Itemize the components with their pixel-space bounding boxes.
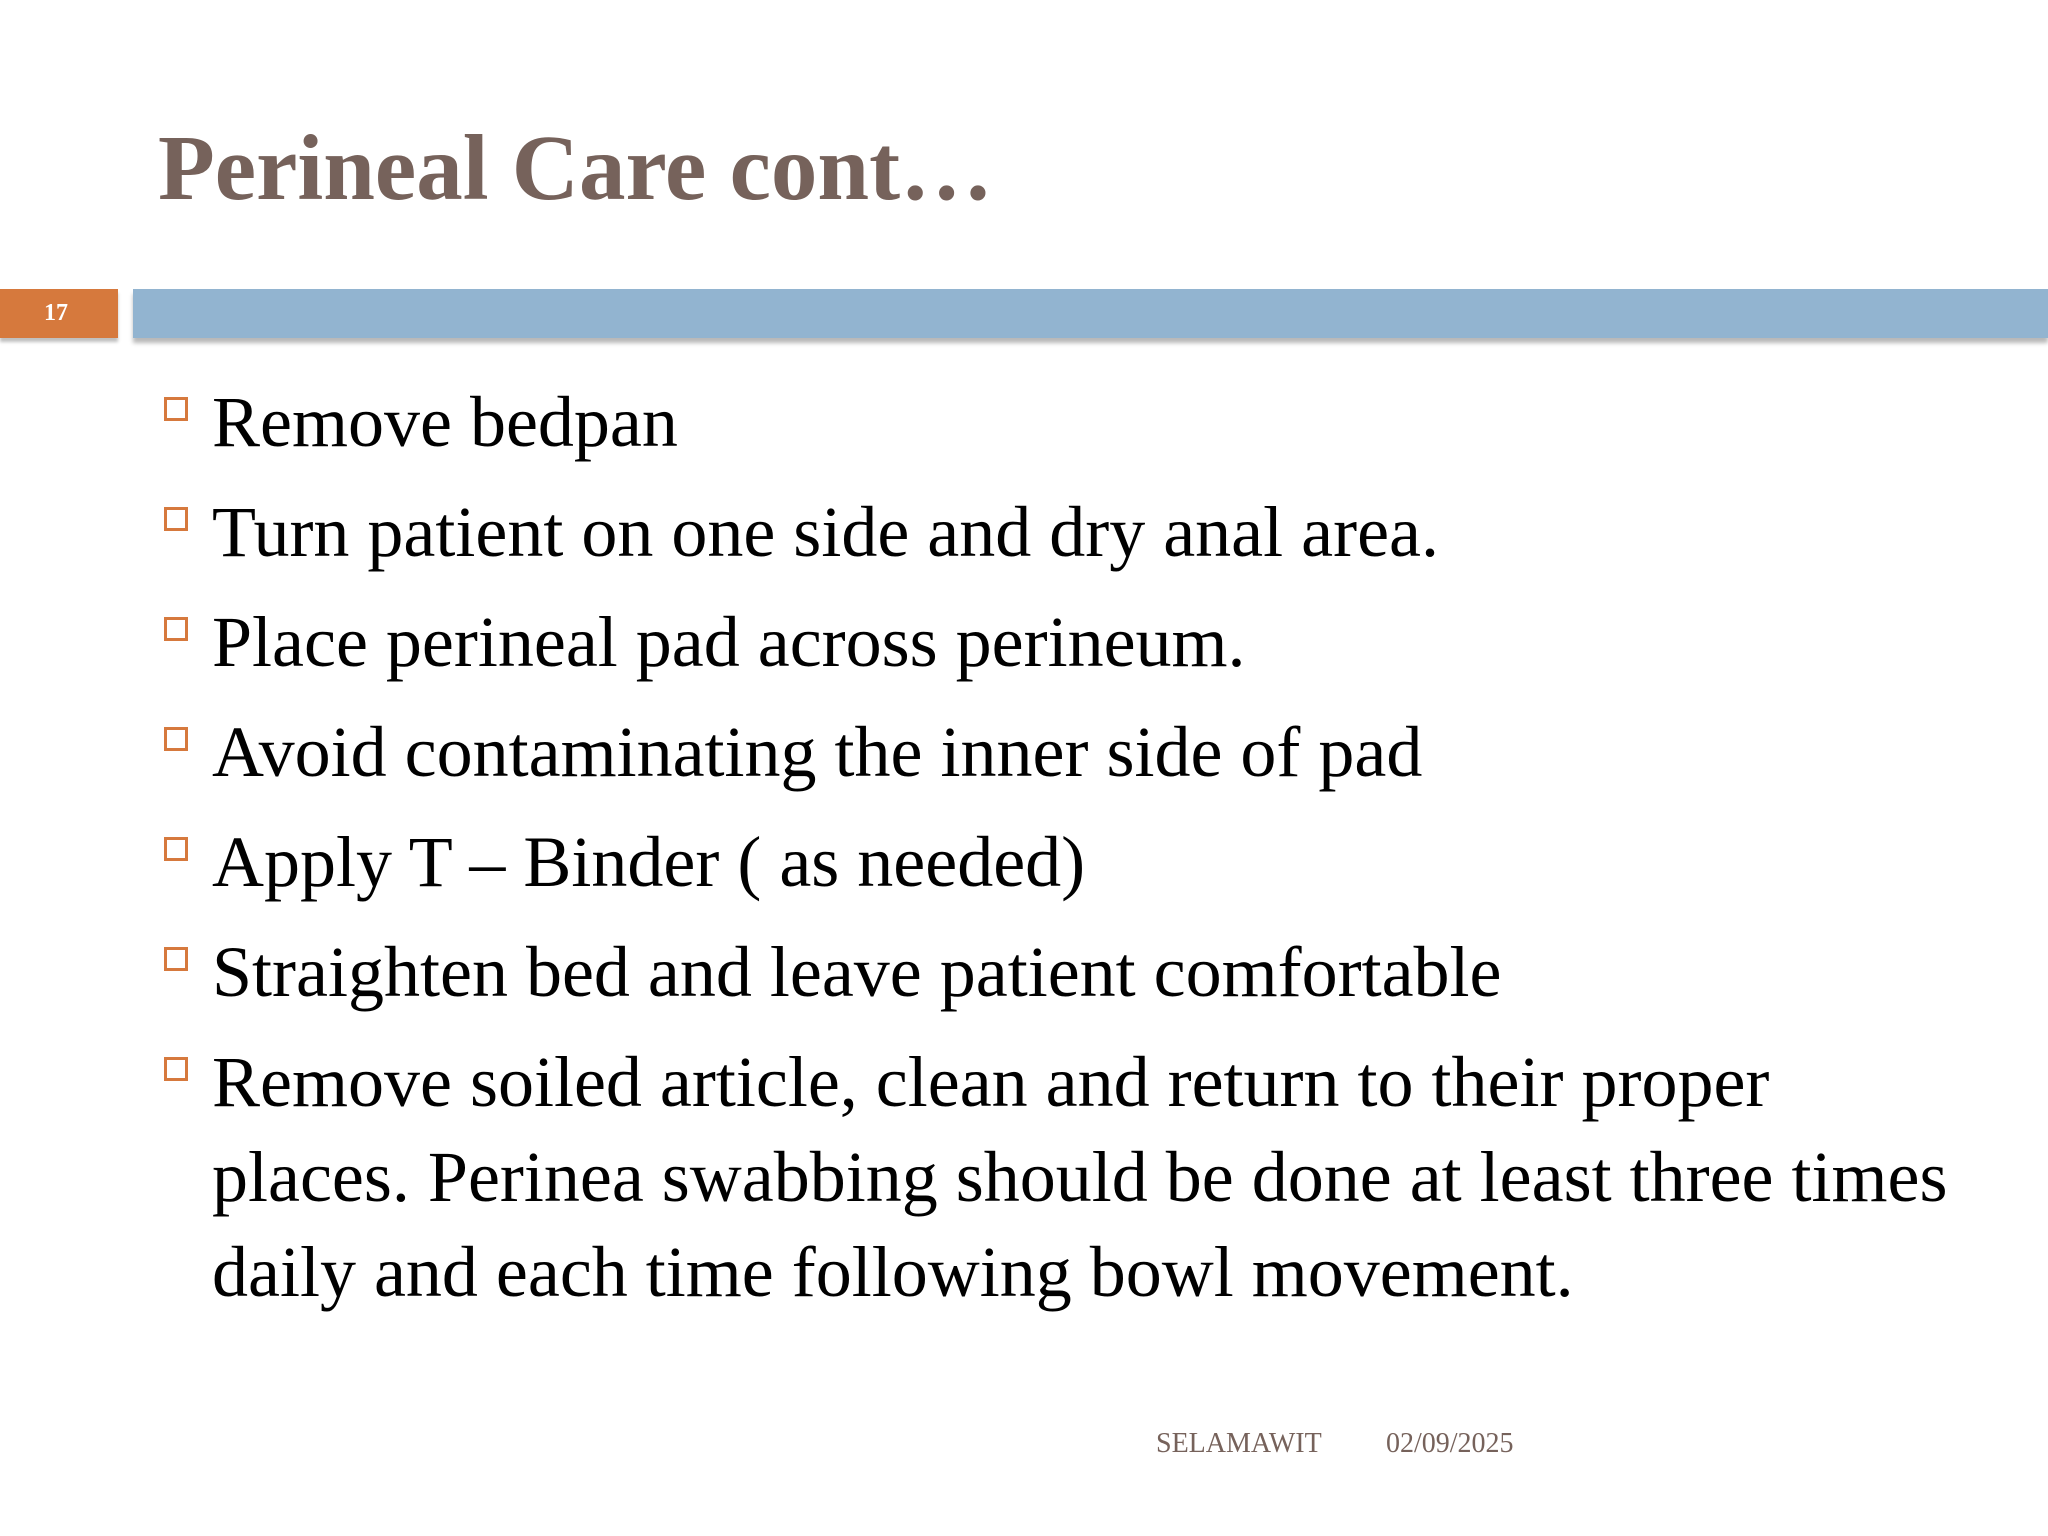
square-bullet-icon bbox=[164, 727, 188, 751]
bullet-text: Turn patient on one side and dry anal area. bbox=[212, 492, 1439, 572]
bullet-text: Avoid contaminating the inner side of pad bbox=[212, 712, 1423, 792]
square-bullet-icon bbox=[164, 947, 188, 971]
bullet-text: Place perineal pad across perineum. bbox=[212, 602, 1246, 682]
list-item bbox=[162, 375, 1962, 470]
slide-number-badge: 17 bbox=[0, 289, 118, 338]
square-bullet-icon bbox=[164, 617, 188, 641]
list-item bbox=[162, 925, 1962, 1020]
square-bullet-icon bbox=[164, 507, 188, 531]
list-item bbox=[162, 485, 1962, 580]
square-bullet-icon bbox=[164, 837, 188, 861]
bullet-text: Apply T – Binder ( as needed) bbox=[212, 822, 1086, 902]
bullet-text: Straighten bed and leave patient comfortable bbox=[212, 932, 1502, 1012]
bullet-text: Remove soiled article, clean and return to their proper places. Perinea swabbing should be done at least three times daily and each time following bowl movement. bbox=[212, 1042, 1948, 1312]
list-item bbox=[162, 705, 1962, 800]
list-item bbox=[162, 815, 1962, 910]
square-bullet-icon bbox=[164, 397, 188, 421]
list-item bbox=[162, 595, 1962, 690]
square-bullet-icon bbox=[164, 1057, 188, 1081]
slide-title: Perineal Care cont… bbox=[158, 117, 994, 220]
bullet-list bbox=[162, 375, 1962, 1335]
list-item bbox=[162, 1035, 1962, 1320]
title-divider-bar bbox=[133, 289, 2048, 338]
footer-author: SELAMAWIT bbox=[1156, 1428, 1322, 1459]
bullet-text: Remove bedpan bbox=[212, 382, 678, 462]
footer-date: 02/09/2025 bbox=[1386, 1428, 1514, 1459]
